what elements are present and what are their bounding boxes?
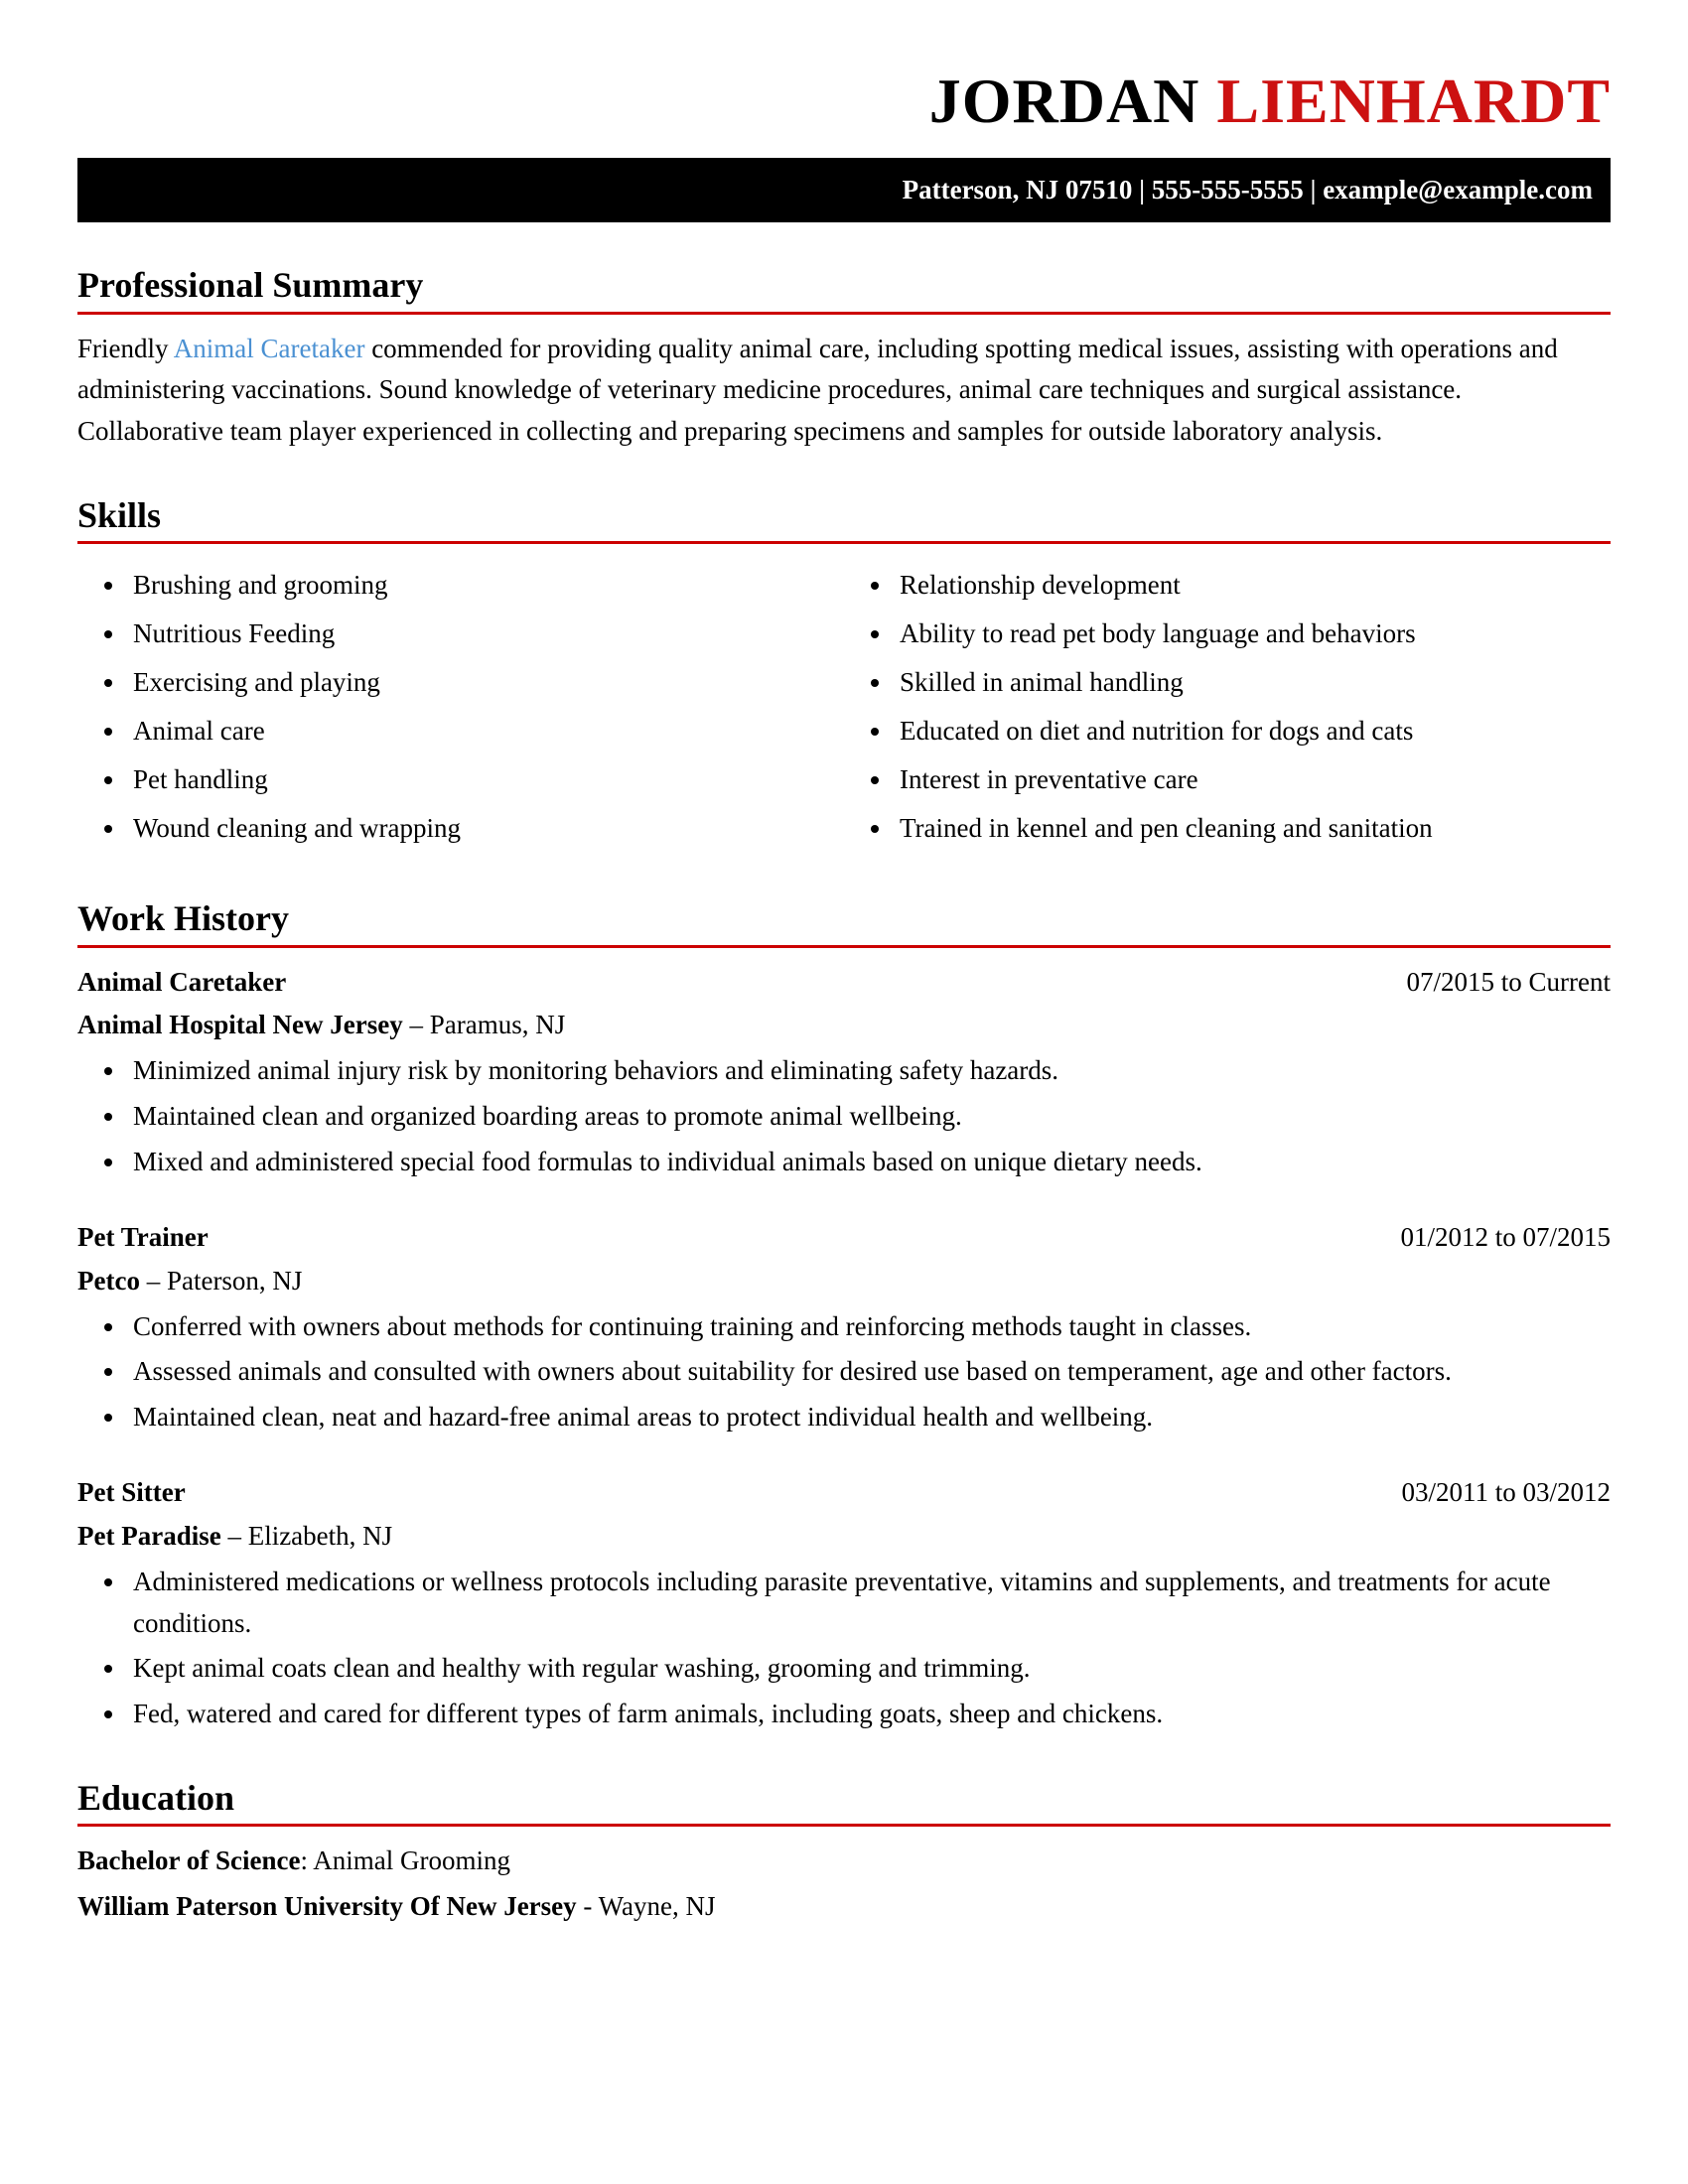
job-dates: 03/2011 to 03/2012 (1401, 1477, 1611, 1508)
job-bullet: • Minimized animal injury risk by monitoring behaviors and eliminating safety hazards. (127, 1050, 1611, 1092)
job-location: – Paterson, NJ (146, 1265, 303, 1296)
skills-list-right (844, 565, 1611, 849)
school-name: William Paterson University Of New Jersey (77, 1891, 577, 1922)
job-location: – Paramus, NJ (409, 1010, 566, 1040)
job-location: – Elizabeth, NJ (227, 1520, 393, 1551)
summary-paragraph (77, 329, 1611, 454)
job-bullet: • Maintained clean and organized boarding areas to promote animal wellbeing. (127, 1096, 1611, 1138)
skill-item: • Animal care (127, 711, 844, 752)
degree-name: Bachelor of Science (77, 1845, 301, 1876)
skill-item: • Exercising and playing (127, 662, 844, 704)
animal-caretaker-link[interactable]: Animal Caretaker (173, 333, 365, 363)
skills-heading: Skills (77, 494, 1611, 544)
job-entry (77, 1472, 1611, 1735)
skill-item: • Relationship development (894, 565, 1611, 607)
summary-before: Friendly (77, 333, 174, 363)
education-degree-line (77, 1841, 1611, 1882)
job-company: Pet Paradise (77, 1520, 221, 1551)
work-history-heading: Work History (77, 897, 1611, 947)
job-header (77, 1217, 1611, 1259)
job-entry (77, 1217, 1611, 1438)
contact-bar (77, 158, 1611, 223)
school-location: - Wayne, NJ (576, 1891, 716, 1922)
skill-item: • Skilled in animal handling (894, 662, 1611, 704)
job-bullets (77, 1050, 1611, 1183)
job-company: Animal Hospital New Jersey (77, 1010, 403, 1040)
education-school-line (77, 1886, 1611, 1928)
job-company-line (77, 1516, 1611, 1558)
job-bullets (77, 1562, 1611, 1735)
job-bullets (77, 1306, 1611, 1439)
skill-item: • Ability to read pet body language and behaviors (894, 614, 1611, 655)
candidate-name (77, 65, 1611, 138)
education-heading: Education (77, 1777, 1611, 1827)
job-company-line (77, 1261, 1611, 1302)
job-dates: 01/2012 to 07/2015 (1400, 1221, 1611, 1252)
job-title: Pet Sitter (77, 1477, 186, 1508)
job-bullet: • Fed, watered and cared for different types of farm animals, including goats, sheep and chickens. (127, 1694, 1611, 1735)
job-bullet: • Maintained clean, neat and hazard-free animal areas to protect individual health and wellbeing. (127, 1397, 1611, 1438)
summary-heading: Professional Summary (77, 264, 1611, 314)
job-header (77, 1472, 1611, 1514)
skill-item: • Brushing and grooming (127, 565, 844, 607)
skill-item: • Trained in kennel and pen cleaning and sanitation (894, 808, 1611, 850)
skill-item: • Wound cleaning and wrapping (127, 808, 844, 850)
skill-item: • Nutritious Feeding (127, 614, 844, 655)
contact-info: Patterson, NJ 07510 | 555-555-5555 | example@example.com (902, 174, 1593, 205)
job-bullet: • Conferred with owners about methods for continuing training and reinforcing methods taught in classes. (127, 1306, 1611, 1348)
job-title: Pet Trainer (77, 1221, 209, 1252)
skills-column-right (844, 558, 1611, 856)
job-title: Animal Caretaker (77, 966, 287, 997)
job-company-line (77, 1005, 1611, 1046)
job-bullet: • Kept animal coats clean and healthy with regular washing, grooming and trimming. (127, 1648, 1611, 1690)
jobs-container (77, 962, 1611, 1736)
skill-item: • Educated on diet and nutrition for dogs and cats (894, 711, 1611, 752)
degree-field: : Animal Grooming (300, 1845, 510, 1876)
skill-item: • Interest in preventative care (894, 759, 1611, 801)
first-name: JORDAN (928, 66, 1217, 136)
job-bullet: • Assessed animals and consulted with owners about suitability for desired use based on temperament, age and other factors. (127, 1351, 1611, 1393)
skills-list-left (77, 565, 844, 849)
job-bullet: • Administered medications or wellness protocols including parasite preventative, vitamins and supplements, and treatments for acute conditions. (127, 1562, 1611, 1645)
skill-item: • Pet handling (127, 759, 844, 801)
skills-columns (77, 558, 1611, 856)
job-header (77, 962, 1611, 1004)
job-dates: 07/2015 to Current (1406, 966, 1611, 997)
summary-after: commended for providing quality animal care, including spotting medical issues, assisting with operations and administering vaccinations. Sound knowledge of veterinary medicine procedures, animal care techniques and surgical assistance. Collaborative team player experienced in collecting and preparing specimens and samples for outside laboratory analysis. (77, 333, 1558, 447)
job-company: Petco (77, 1265, 140, 1296)
last-name: LIENHARDT (1216, 66, 1611, 136)
skills-column-left (77, 558, 844, 856)
job-bullet: • Mixed and administered special food formulas to individual animals based on unique dietary needs. (127, 1142, 1611, 1183)
job-entry (77, 962, 1611, 1183)
